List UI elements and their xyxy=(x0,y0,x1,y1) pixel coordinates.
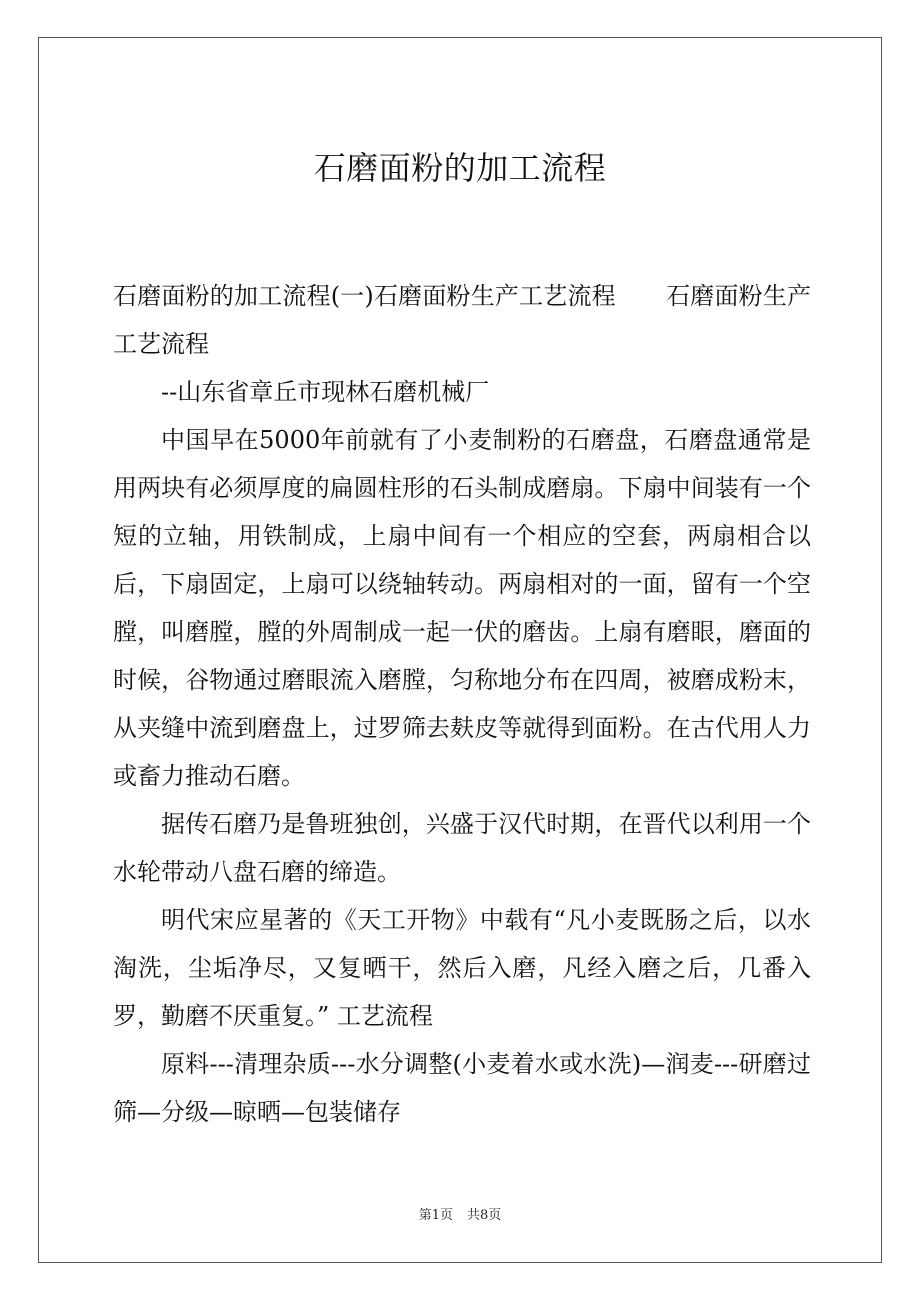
page-number: 第1页 xyxy=(418,1208,453,1223)
intro-part-2: 石磨面粉生产工艺流程 xyxy=(113,282,812,358)
paragraph-history: 中国早在5000年前就有了小麦制粉的石磨盘，石磨盘通常是用两块有必须厚度的扁圆柱形的石头制成磨扇。下扇中间装有一个短的立轴，用铁制成，上扇中间有一个相应的空套，两扇相合以后，下扇固定，上扇可以绕轴转动。两扇相对的一面，留有一个空膛，叫磨膛，膛的外周制成一起一伏的磨齿。上扇有磨眼，磨面的时候，谷物通过磨眼流入磨膛，匀称地分布在四周，被磨成粉末，从夹缝中流到磨盘上，过罗筛去麸皮等就得到面粉。在古代用人力或畜力推动石磨。 xyxy=(113,426,811,790)
paragraph-legend: 据传石磨乃是鲁班独创，兴盛于汉代时期，在晋代以利用一个水轮带动八盘石磨的缔造。 xyxy=(113,810,811,886)
page-footer xyxy=(0,1207,920,1225)
paragraph-citation: 明代宋应星著的《天工开物》中载有“凡小麦既肠之后，以水淘洗，尘垢净尽，又复晒干，然后入磨，凡经入磨之后，几番入罗，勤磨不厌重复。” 工艺流程 xyxy=(113,906,811,1030)
page-total: 共8页 xyxy=(467,1208,502,1223)
document-body xyxy=(113,272,811,1136)
paragraph-process: 原料---清理杂质---水分调整(小麦着水或水洗)—润麦---研磨过筛—分级—晾晒—包装储存 xyxy=(113,1050,811,1126)
document-title: 石磨面粉的加工流程 xyxy=(313,149,607,187)
paragraph-intro xyxy=(113,272,811,368)
paragraph-source: --山东省章丘市现林石磨机械厂 xyxy=(161,378,490,406)
intro-part-1: 石磨面粉的加工流程(一)石磨面粉生产工艺流程 xyxy=(113,282,616,310)
